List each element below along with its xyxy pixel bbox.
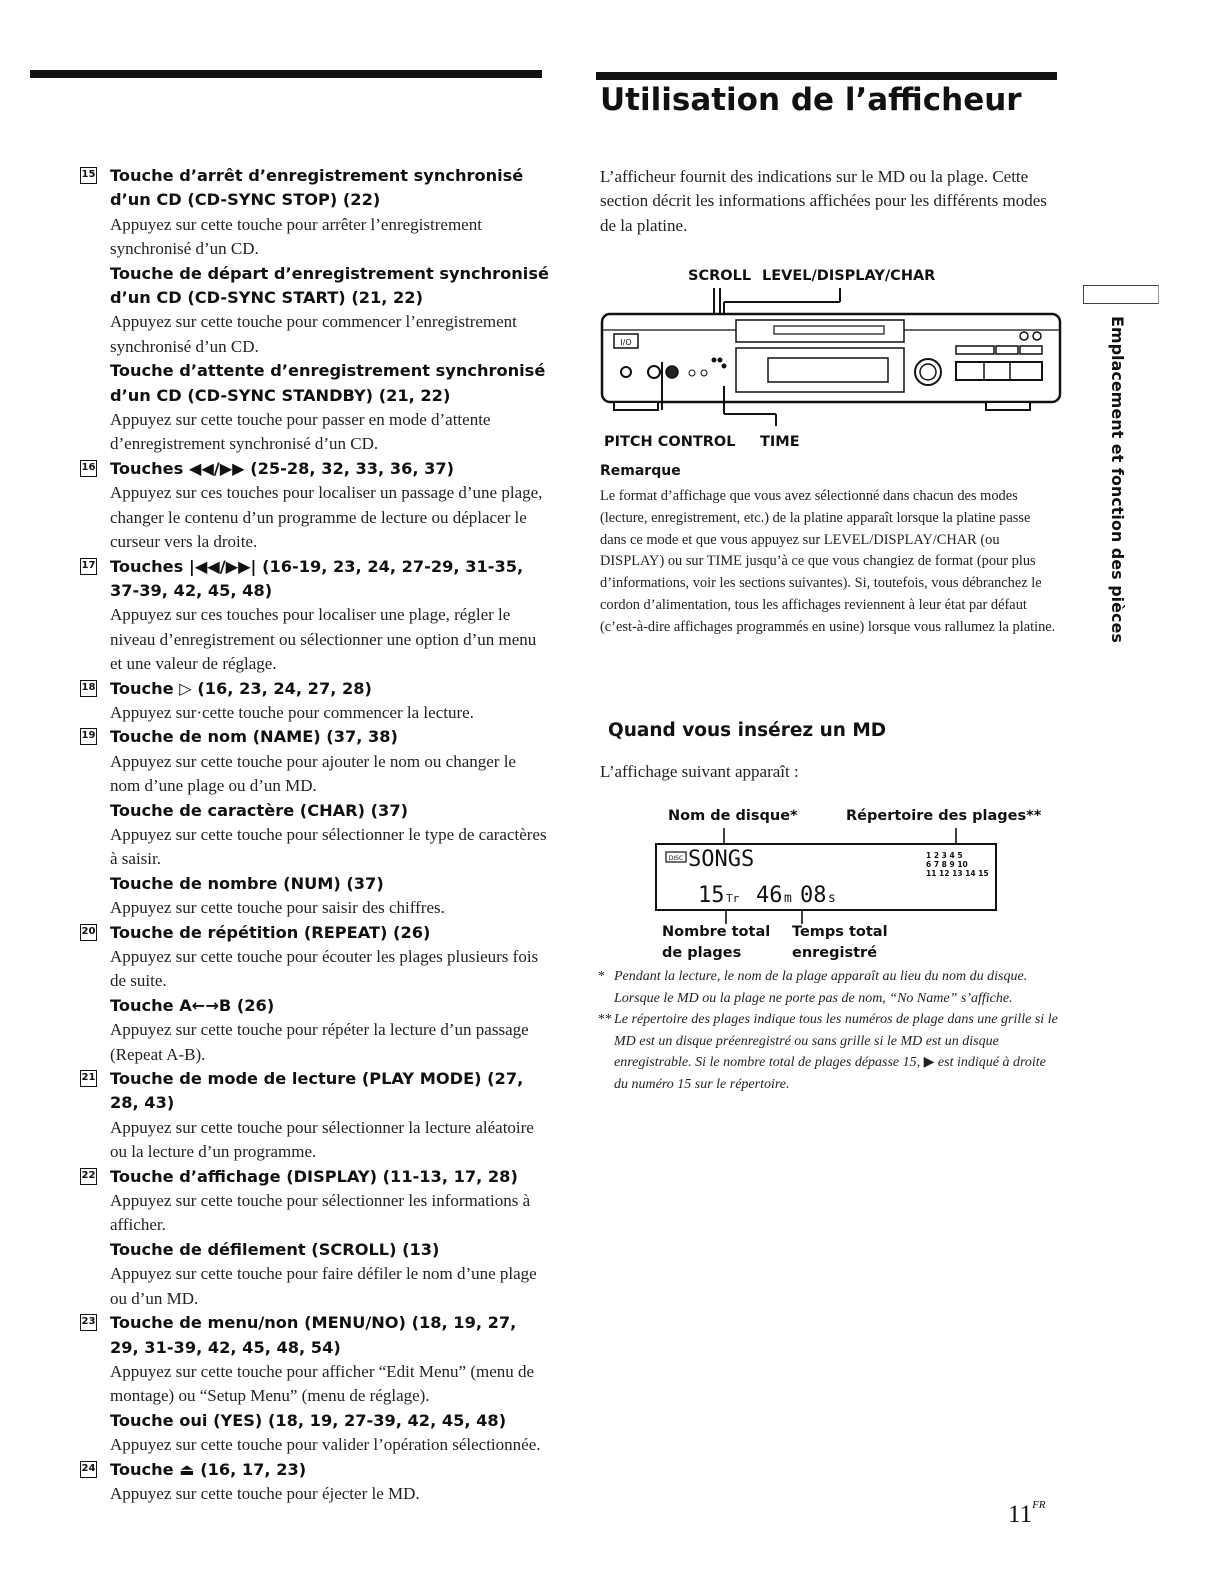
md-deck-illustration (596, 286, 1066, 436)
page-language: FR (1032, 1499, 1046, 1511)
item-heading: Touche d’arrêt d’enregistrement synchronisé d’un CD (CD-SYNC STOP) (22) (110, 166, 524, 210)
item-heading: Touche de nom (NAME) (37, 38) (110, 727, 398, 747)
item-description: Appuyez sur·cette touche pour commencer la lecture. (110, 702, 474, 722)
list-item (80, 1311, 550, 1409)
left-top-rule (30, 70, 542, 78)
item-description: Appuyez sur cette touche pour répéter la lecture d’un passage (Repeat A-B). (110, 1020, 529, 1064)
item-description: Appuyez sur cette touche pour écouter les plages plusieurs fois de suite. (110, 947, 539, 991)
item-description: Appuyez sur cette touche pour passer en mode d’attente d’enregistrement synchronisé d’un CD. (110, 410, 491, 454)
item-heading: Touche ⏏ (16, 17, 23) (110, 1459, 307, 1479)
list-item (80, 262, 550, 360)
item-description: Appuyez sur cette touche pour afficher “Edit Menu” (menu de montage) ou “Setup Menu” (menu de réglage). (110, 1361, 535, 1406)
item-description: Appuyez sur cette touche pour ajouter le nom ou changer le nom d’une plage ou d’un MD. (110, 751, 516, 796)
item-number: 18 (80, 680, 97, 697)
display-minutes-unit: m (784, 891, 792, 906)
item-number: 15 (80, 167, 97, 184)
disc-name-callout: Nom de disque* (668, 808, 798, 824)
grid-row-3: 11 12 13 14 15 (926, 869, 989, 878)
item-heading: Touche oui (YES) (18, 19, 27-39, 42, 45, 48) (110, 1410, 507, 1430)
list-item (80, 1458, 550, 1507)
item-description: Appuyez sur cette touche pour arrêter l’enregistrement synchronisé d’un CD. (110, 214, 482, 259)
total-tracks-callout: Nombre total de plages (662, 924, 771, 961)
item-heading: Touche de départ d’enregistrement synchronisé d’un CD (CD-SYNC START) (21, 22) (110, 263, 549, 308)
item-description: Appuyez sur cette touche pour sélectionner la lecture aléatoire ou la lecture d’un programme. (110, 1117, 534, 1162)
display-disc-name: SONGS (688, 847, 755, 872)
power-label: I/O (620, 338, 632, 347)
intro-paragraph: L’afficheur fournit des indications sur le MD ou la plage. Cette section décrit les informations affichées pour les différents modes de la platine. (600, 167, 1047, 235)
item-number: 16 (80, 460, 97, 477)
item-heading: Touches |◀◀/▶▶| (16-19, 23, 24, 27-29, 31-35, 37-39, 42, 45, 48) (110, 556, 524, 600)
item-number: 17 (80, 558, 97, 575)
item-heading: Touche de caractère (CHAR) (37) (110, 800, 408, 820)
item-heading: Touche de mode de lecture (PLAY MODE) (27, 28, 43) (110, 1069, 524, 1113)
remark-text: Le format d’affichage que vous avez sélectionné dans chacun des modes (lecture, enregistrement, etc.) de la platine apparaît lorsque la platine passe dans ce mode et que vous appuyez sur LEVEL/DISPLAY/CHAR (ou DISPLAY) ou sur TIME jusqu’à ce que vous changiez de format (pour plus d’informations, voir les sections suivantes). Si, toutefois, vous débranchez le cordon d’alimentation, tous les affichages reviennent à leur état par défaut (c’est-à-dire affichages programmés en usine) lorsque vous rallumez la platine. (600, 488, 1056, 635)
item-heading: Touche d’affichage (DISPLAY) (11-13, 17, 28) (110, 1166, 518, 1186)
display-illustration (654, 828, 1000, 924)
footnote-text: Le répertoire des plages indique tous les numéros de plage dans une grille si le MD est un disque préenregistré ou sans grille si le MD est un disque enregistrable. Si le nombre total de plages dépasse 15, ▶ est indiqué à droite du numéro 15 sur le répertoire. (614, 1012, 1058, 1092)
list-item (80, 164, 550, 262)
section-tab-marker (1083, 285, 1159, 304)
section-heading: Quand vous insérez un MD (608, 720, 887, 741)
total-time-callout: Temps total enregistré (792, 924, 888, 961)
list-item (80, 359, 550, 457)
display-tracks-value: 15 (698, 883, 725, 908)
item-heading: Touche ▷ (16, 23, 24, 27, 28) (110, 678, 372, 698)
item-number: 19 (80, 728, 97, 745)
list-item (80, 1409, 550, 1458)
item-heading: Touche de défilement (SCROLL) (13) (110, 1239, 440, 1259)
page-title: Utilisation de l’afficheur (600, 82, 1022, 118)
item-description: Appuyez sur cette touche pour commencer l’enregistrement synchronisé d’un CD. (110, 312, 517, 356)
page-number (1008, 1499, 1046, 1529)
footnote-mark: * (598, 969, 605, 984)
list-item (80, 725, 550, 798)
level-display-char-callout: LEVEL/DISPLAY/CHAR (762, 268, 936, 284)
display-seconds-value: 08 (800, 883, 827, 908)
footnote (598, 966, 1060, 1009)
item-description: Appuyez sur ces touches pour localiser une plage, régler le niveau d’enregistrement ou sélectionner une option d’un menu et une valeur de réglage. (110, 605, 537, 674)
disc-icon-label: DISC (668, 855, 684, 862)
item-description: Appuyez sur cette touche pour saisir des chiffres. (110, 898, 445, 918)
item-description: Appuyez sur cette touche pour valider l’opération sélectionnée. (110, 1435, 541, 1455)
list-item (80, 1165, 550, 1238)
item-number: 24 (80, 1461, 97, 1478)
side-section-label: Emplacement et fonction des pièces (1108, 316, 1127, 643)
item-description: Appuyez sur cette touche pour sélectionner le type de caractères à saisir. (110, 824, 547, 869)
time-callout: TIME (760, 434, 800, 450)
item-description: Appuyez sur cette touche pour faire défiler le nom d’une plage ou d’un MD. (110, 1264, 537, 1308)
item-heading: Touches ◀◀/▶▶ (25-28, 32, 33, 36, 37) (110, 458, 455, 478)
grid-row-2: 6 7 8 9 10 (926, 860, 968, 869)
list-item (80, 555, 550, 677)
item-description: Appuyez sur ces touches pour localiser un passage d’une plage, changer le contenu d’un programme de lecture ou déplacer le curseur vers la droite. (110, 483, 543, 552)
display-seconds-unit: s (828, 891, 836, 906)
button-list (80, 164, 550, 1506)
list-item (80, 921, 550, 994)
list-item (80, 1067, 550, 1165)
page-number-value: 11 (1008, 1501, 1033, 1528)
list-item (80, 994, 550, 1067)
scroll-callout: SCROLL (688, 268, 752, 284)
footnotes (598, 966, 1060, 1096)
item-number: 22 (80, 1168, 97, 1185)
item-heading: Touche d’attente d’enregistrement synchronisé d’un CD (CD-SYNC STANDBY) (21, 22) (110, 361, 546, 405)
section-intro: L’affichage suivant apparaît : (600, 762, 799, 781)
item-heading: Touche de menu/non (MENU/NO) (18, 19, 27, 29, 31-39, 42, 45, 48, 54) (110, 1313, 517, 1357)
list-item (80, 799, 550, 872)
pitch-control-callout: PITCH CONTROL (604, 434, 736, 450)
item-heading: Touche de répétition (REPEAT) (26) (110, 922, 431, 942)
right-top-rule (596, 72, 1057, 80)
list-item (80, 1238, 550, 1311)
remark-heading: Remarque (600, 463, 681, 479)
item-description: Appuyez sur cette touche pour éjecter le MD. (110, 1483, 420, 1503)
footnote-text: Pendant la lecture, le nom de la plage apparaît au lieu du nom du disque. Lorsque le MD ou la plage ne porte pas de nom, “No Name” s’affiche. (614, 969, 1028, 1006)
display-minutes-value: 46 (756, 883, 783, 908)
item-heading: Touche de nombre (NUM) (37) (110, 873, 384, 893)
list-item (80, 872, 550, 921)
list-item (80, 457, 550, 555)
display-tracks-unit: Tr (726, 892, 740, 905)
item-number: 20 (80, 924, 97, 941)
item-number: 21 (80, 1070, 97, 1087)
item-number: 23 (80, 1314, 97, 1331)
track-directory-callout: Répertoire des plages** (846, 808, 1042, 824)
list-item (80, 677, 550, 726)
footnote-mark: ** (598, 1012, 612, 1028)
item-heading: Touche A←→B (26) (110, 995, 275, 1015)
footnote (598, 1009, 1060, 1095)
item-description: Appuyez sur cette touche pour sélectionner les informations à afficher. (110, 1191, 531, 1235)
grid-row-1: 1 2 3 4 5 (926, 851, 963, 860)
